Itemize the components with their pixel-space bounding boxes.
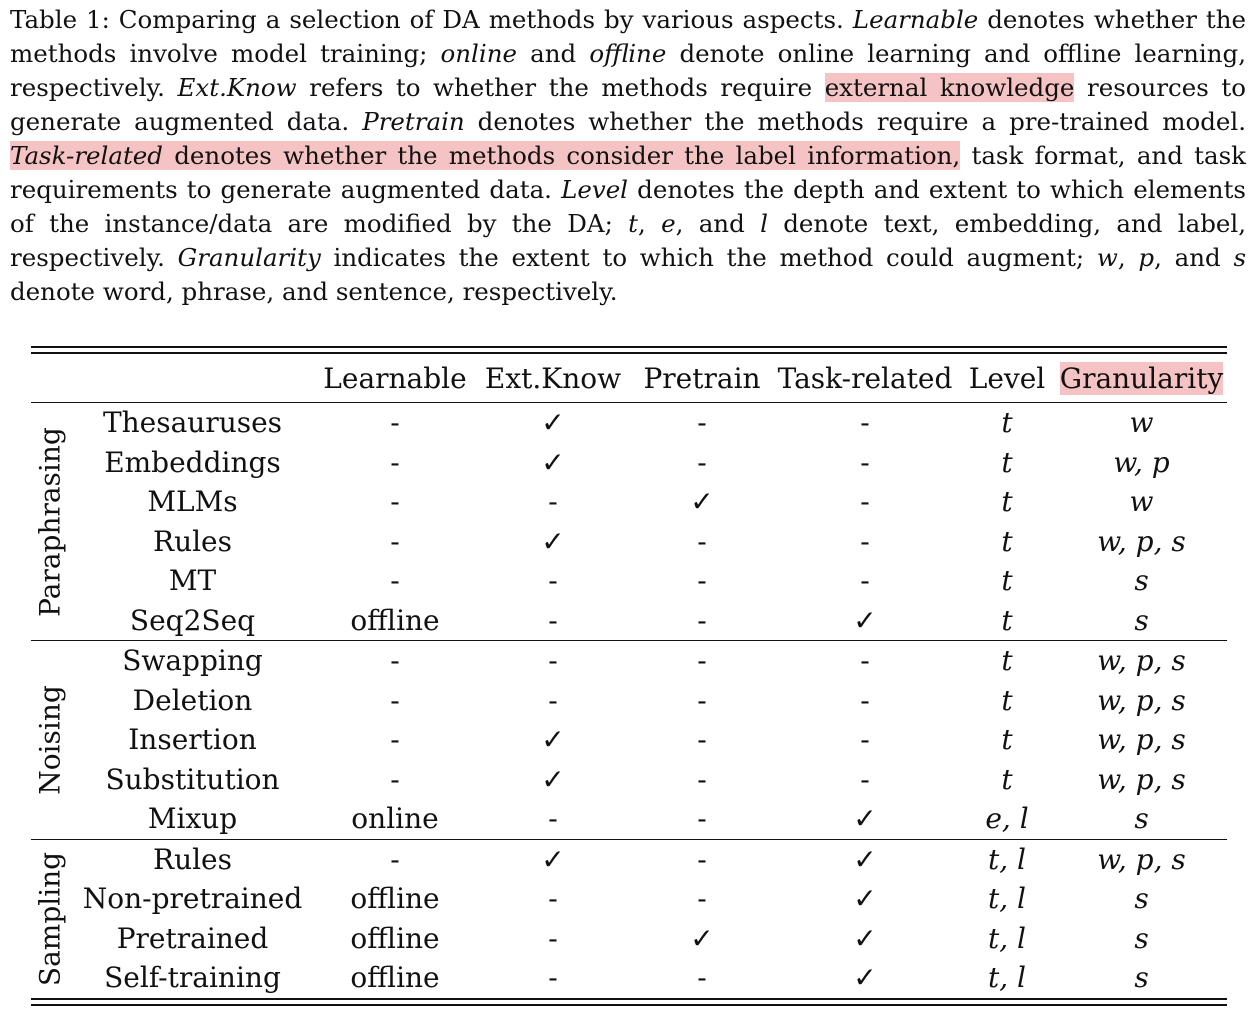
cell-learnable: - xyxy=(390,564,400,598)
table-row xyxy=(31,760,1227,800)
header-granularity: Granularity xyxy=(1059,361,1224,395)
header-learnable: Learnable xyxy=(323,361,467,395)
cell-gran: s xyxy=(1134,564,1149,598)
table-row xyxy=(31,601,1227,641)
comparison-table xyxy=(31,346,1227,1006)
cell-pretrain: - xyxy=(697,842,707,876)
cell-extknow: - xyxy=(548,802,558,836)
cell-extknow: - xyxy=(548,683,558,717)
cell-level: t xyxy=(1001,683,1013,717)
cell-pretrain: ✓ xyxy=(690,485,714,519)
cell-learnable: - xyxy=(390,723,400,757)
cell-level: t xyxy=(1001,445,1013,479)
cell-task: - xyxy=(860,644,870,678)
method-name: Swapping xyxy=(122,644,263,678)
table-row xyxy=(31,720,1227,760)
method-name: MLMs xyxy=(147,485,238,519)
method-name: Non-pretrained xyxy=(82,882,303,916)
cell-task: - xyxy=(860,524,870,558)
cell-extknow: ✓ xyxy=(541,524,565,558)
cell-level: e, l xyxy=(985,802,1029,836)
cell-task: - xyxy=(860,683,870,717)
cell-task: - xyxy=(860,485,870,519)
cell-pretrain: - xyxy=(697,882,707,916)
cell-level: t xyxy=(1001,564,1013,598)
table-row xyxy=(31,681,1227,721)
method-name: Rules xyxy=(152,524,232,558)
cell-extknow: - xyxy=(548,485,558,519)
cell-learnable: - xyxy=(390,762,400,796)
cell-extknow: ✓ xyxy=(541,406,565,440)
cell-pretrain: - xyxy=(697,603,707,637)
method-name: Rules xyxy=(152,842,232,876)
cell-learnable: - xyxy=(390,842,400,876)
method-name: Embeddings xyxy=(104,445,281,479)
cell-pretrain: - xyxy=(697,644,707,678)
cell-extknow: - xyxy=(548,564,558,598)
highlight-task-related: Task-related denotes whether the methods consider the label information, xyxy=(10,141,961,170)
method-name: Self-training xyxy=(104,961,281,995)
cell-task: ✓ xyxy=(853,603,877,637)
cell-level: t xyxy=(1001,485,1013,519)
cell-gran: w xyxy=(1129,406,1154,440)
cell-gran: s xyxy=(1134,921,1149,955)
cell-extknow: ✓ xyxy=(541,762,565,796)
top-rule xyxy=(31,346,1227,354)
cell-learnable: online xyxy=(351,802,439,836)
cell-gran: s xyxy=(1134,882,1149,916)
table-row xyxy=(31,641,1227,681)
cell-task: ✓ xyxy=(853,921,877,955)
table-row xyxy=(31,522,1227,562)
cell-gran: w, p, s xyxy=(1097,683,1186,717)
cell-pretrain: - xyxy=(697,961,707,995)
cell-learnable: - xyxy=(390,406,400,440)
cell-gran: w, p, s xyxy=(1097,762,1186,796)
cell-gran: w, p, s xyxy=(1097,524,1186,558)
cell-level: t xyxy=(1001,644,1013,678)
table-row xyxy=(31,919,1227,959)
cell-task: - xyxy=(860,406,870,440)
cell-pretrain: - xyxy=(697,524,707,558)
cell-task: ✓ xyxy=(853,842,877,876)
cell-level: t xyxy=(1001,524,1013,558)
cell-task: ✓ xyxy=(853,802,877,836)
cell-task: - xyxy=(860,564,870,598)
group-label-sampling: Sampling xyxy=(33,851,67,986)
cell-pretrain: - xyxy=(697,723,707,757)
cell-pretrain: - xyxy=(697,802,707,836)
cell-pretrain: - xyxy=(697,406,707,440)
cell-pretrain: - xyxy=(697,683,707,717)
cell-gran: s xyxy=(1134,603,1149,637)
cell-learnable: - xyxy=(390,644,400,678)
method-name: MT xyxy=(168,564,217,598)
cell-learnable: offline xyxy=(350,921,440,955)
header-extknow: Ext.Know xyxy=(484,361,622,395)
cell-learnable: - xyxy=(390,485,400,519)
cell-task: - xyxy=(860,762,870,796)
cell-extknow: - xyxy=(548,882,558,916)
cell-extknow: ✓ xyxy=(541,842,565,876)
caption-text: Table 1: Comparing a selection of DA methods by various aspects. Learnable denotes whether the methods involve model training; online and offline denote online learning and offline learning, respectively. Ext.Know refers to whether the methods require external knowledge resources to generate augmented data. Pretrain denotes whether the methods require a pre-trained model. Task-related denotes whether the methods consider the label information, task format, and task requirements to generate augmented data. Level denotes the depth and extent to which elements of the instance/data are modified by the DA; t, e, and l denote text, embedding, and label, respectively. Granularity indicates the extent to which the method could augment; w, p, and s denote word, phrase, and sentence, respectively. xyxy=(10,5,1247,306)
cell-learnable: - xyxy=(390,524,400,558)
cell-extknow: ✓ xyxy=(541,445,565,479)
cell-level: t, l xyxy=(987,961,1026,995)
header-pretrain: Pretrain xyxy=(643,361,761,395)
cell-gran: s xyxy=(1134,802,1149,836)
group-label-paraphrasing: Paraphrasing xyxy=(33,426,67,617)
method-name: Mixup xyxy=(147,802,238,836)
table-row xyxy=(31,561,1227,601)
cell-pretrain: - xyxy=(697,564,707,598)
cell-gran: s xyxy=(1134,961,1149,995)
cell-learnable: offline xyxy=(350,882,440,916)
cell-task: ✓ xyxy=(853,961,877,995)
table-body xyxy=(31,403,1227,998)
method-name: Deletion xyxy=(132,683,253,717)
table-row xyxy=(31,840,1227,880)
cell-task: - xyxy=(860,723,870,757)
header-task-related: Task-related xyxy=(777,361,953,395)
cell-level: t, l xyxy=(987,842,1026,876)
cell-learnable: - xyxy=(390,683,400,717)
method-name: Pretrained xyxy=(116,921,269,955)
cell-extknow: - xyxy=(548,921,558,955)
cell-learnable: - xyxy=(390,445,400,479)
table-caption xyxy=(10,3,1246,309)
cell-level: t xyxy=(1001,406,1013,440)
cell-gran: w, p, s xyxy=(1097,723,1186,757)
cell-level: t, l xyxy=(987,882,1026,916)
cell-gran: w, p xyxy=(1113,445,1170,479)
cell-learnable: offline xyxy=(350,961,440,995)
method-name: Seq2Seq xyxy=(129,603,256,637)
cell-gran: w, p, s xyxy=(1097,842,1186,876)
table-row xyxy=(31,403,1227,443)
cell-task: - xyxy=(860,445,870,479)
header-row xyxy=(31,354,1227,403)
method-name: Thesauruses xyxy=(102,406,283,440)
cell-level: t xyxy=(1001,723,1013,757)
da-methods-table xyxy=(31,354,1227,998)
cell-learnable: offline xyxy=(350,603,440,637)
cell-level: t xyxy=(1001,762,1013,796)
table-row xyxy=(31,879,1227,919)
cell-gran: w xyxy=(1129,485,1154,519)
cell-extknow: - xyxy=(548,644,558,678)
cell-pretrain: - xyxy=(697,762,707,796)
cell-task: ✓ xyxy=(853,882,877,916)
bottom-rule xyxy=(31,998,1227,1006)
table-row xyxy=(31,482,1227,522)
cell-extknow: - xyxy=(548,603,558,637)
table-row xyxy=(31,958,1227,998)
cell-level: t xyxy=(1001,603,1013,637)
group-label-noising: Noising xyxy=(33,684,67,795)
method-name: Insertion xyxy=(128,723,257,757)
highlight-external-knowledge: external knowledge xyxy=(824,73,1075,102)
cell-extknow: ✓ xyxy=(541,723,565,757)
header-level: Level xyxy=(968,361,1046,395)
cell-gran: w, p, s xyxy=(1097,644,1186,678)
method-name: Substitution xyxy=(105,762,280,796)
cell-level: t, l xyxy=(987,921,1026,955)
cell-pretrain: ✓ xyxy=(690,921,714,955)
table-row xyxy=(31,799,1227,839)
cell-pretrain: - xyxy=(697,445,707,479)
cell-extknow: - xyxy=(548,961,558,995)
table-row xyxy=(31,443,1227,483)
